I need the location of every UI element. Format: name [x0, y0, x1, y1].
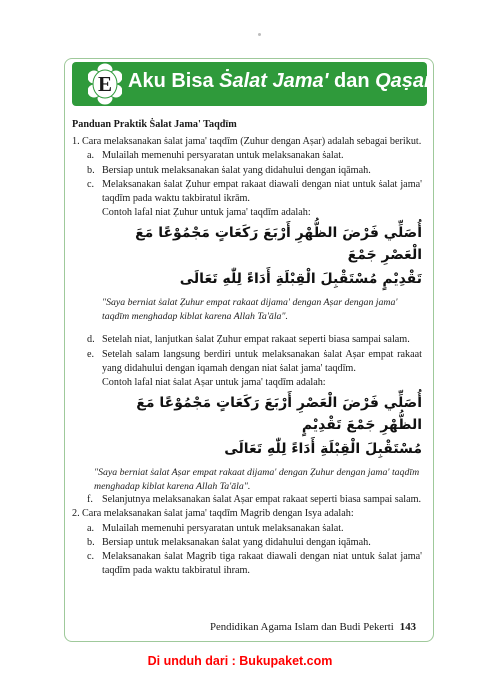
list-item: c. Melaksanakan ṡalat Ẓuhur empat rakaat diawali dengan niat untuk ṡalat jama' taqdīm pada waktu takbiratul ikrām. — [87, 178, 422, 205]
list-item: e. Setelah salam langsung berdiri untuk melaksanakan ṡalat Aṣar empat rakaat yang didahului dengan iqamah dengan niat ṡalat jama' taqdīm. — [87, 348, 422, 374]
title-term: Ṡalat Jama' — [219, 70, 329, 92]
arabic-niat-asar-line1: أُصَلِّي فَرْضَ الْعَصْرِ أَرْبَعَ رَكَعَاتٍ مَجْمُوْعًا مَعَ الظُّهْرِ جَمْعَ تَقْدِيْمٍ — [136, 395, 422, 434]
arabic-niat-zuhur-line1: أُصَلِّي فَرْضَ الظُّهْرِ أَرْبَعَ رَكَعَاتٍ مَجْمُوْعًا مَعَ الْعَصْرِ جَمْعَ — [135, 225, 422, 264]
badge-letter: E — [97, 72, 112, 96]
list-item: d. Setelah niat, lanjutkan ṡalat Ẓuhur empat rakaat seperti biasa sampai salam. — [87, 334, 410, 346]
page-mark — [258, 33, 261, 36]
list-item: b. Bersiap untuk melaksanakan ṡalat yang didahului dengan iqāmah. — [87, 536, 371, 548]
title-part: dan — [328, 70, 376, 92]
arabic-niat-zuhur-line2: تَقْدِيْمٍ مُسْتَقْبِلَ الْقِبْلَةِ أَدَاءً لِلّٰهِ تَعَالَى — [179, 271, 422, 288]
title-term: Qaṣar — [375, 70, 432, 92]
title-part: Aku Bisa — [128, 70, 220, 92]
translation-quote: "Saya berniat ṡalat Ẓuhur empat rakaat dijama' dengan Aṣar dengan jama' taqdīm menghadap kiblat karena Allah Ta'āla". — [102, 297, 398, 322]
book-title: Pendidikan Agama Islam dan Budi Pekerti — [209, 621, 394, 633]
translation-quote: "Saya berniat ṡalat Aṣar empat rakaat dijama' dengan Ẓuhur dengan jama' taqdīm menghadap kiblat karena Allah Ta'āla". — [94, 467, 420, 492]
download-source-note: Di unduh dari : Bukupaket.com — [147, 654, 333, 668]
list-item: b. Bersiap untuk melaksanakan ṡalat yang didahului dengan iqāmah. — [87, 164, 371, 176]
page-number: 143 — [399, 621, 416, 633]
section-badge — [88, 63, 122, 105]
guide-heading: Panduan Praktik Ṡalat Jama' Taqdīm — [72, 119, 237, 130]
list-item: f. Selanjutnya melaksanakan ṡalat Aṣar empat rakaat seperti biasa sampai salam. — [87, 494, 422, 506]
list-item: 2. Cara melaksanakan ṡalat jama' taqdīm Magrib dengan Isya adalah: — [72, 508, 354, 520]
list-item: a. Mulailah memenuhi persyaratan untuk melaksanakan ṡalat. — [87, 150, 344, 162]
example-intro: Contoh lafal niat Ẓuhur untuk jama' taqdīm adalah: — [102, 207, 311, 219]
list-item: 1. Cara melaksanakan ṡalat jama' taqdīm (Zuhur dengan Aṣar) adalah sebagai berikut. — [72, 136, 422, 148]
lesson-content — [72, 118, 422, 578]
list-item: c. Melaksanakan ṡalat Magrib tiga rakaat diawali dengan niat untuk ṡalat jama' taqdīm pada waktu takbiratul ihram. — [87, 551, 422, 577]
section-title — [128, 70, 432, 93]
example-intro: Contoh lafal niat ṡalat Aṣar untuk jama' taqdīm adalah: — [102, 377, 326, 389]
list-item: a. Mulailah memenuhi persyaratan untuk melaksanakan ṡalat. — [87, 522, 344, 534]
page-footer — [210, 621, 416, 633]
arabic-niat-asar-line2: مُسْتَقْبِلَ الْقِبْلَةِ أَدَاءً لِلّٰهِ تَعَالَى — [224, 441, 422, 458]
